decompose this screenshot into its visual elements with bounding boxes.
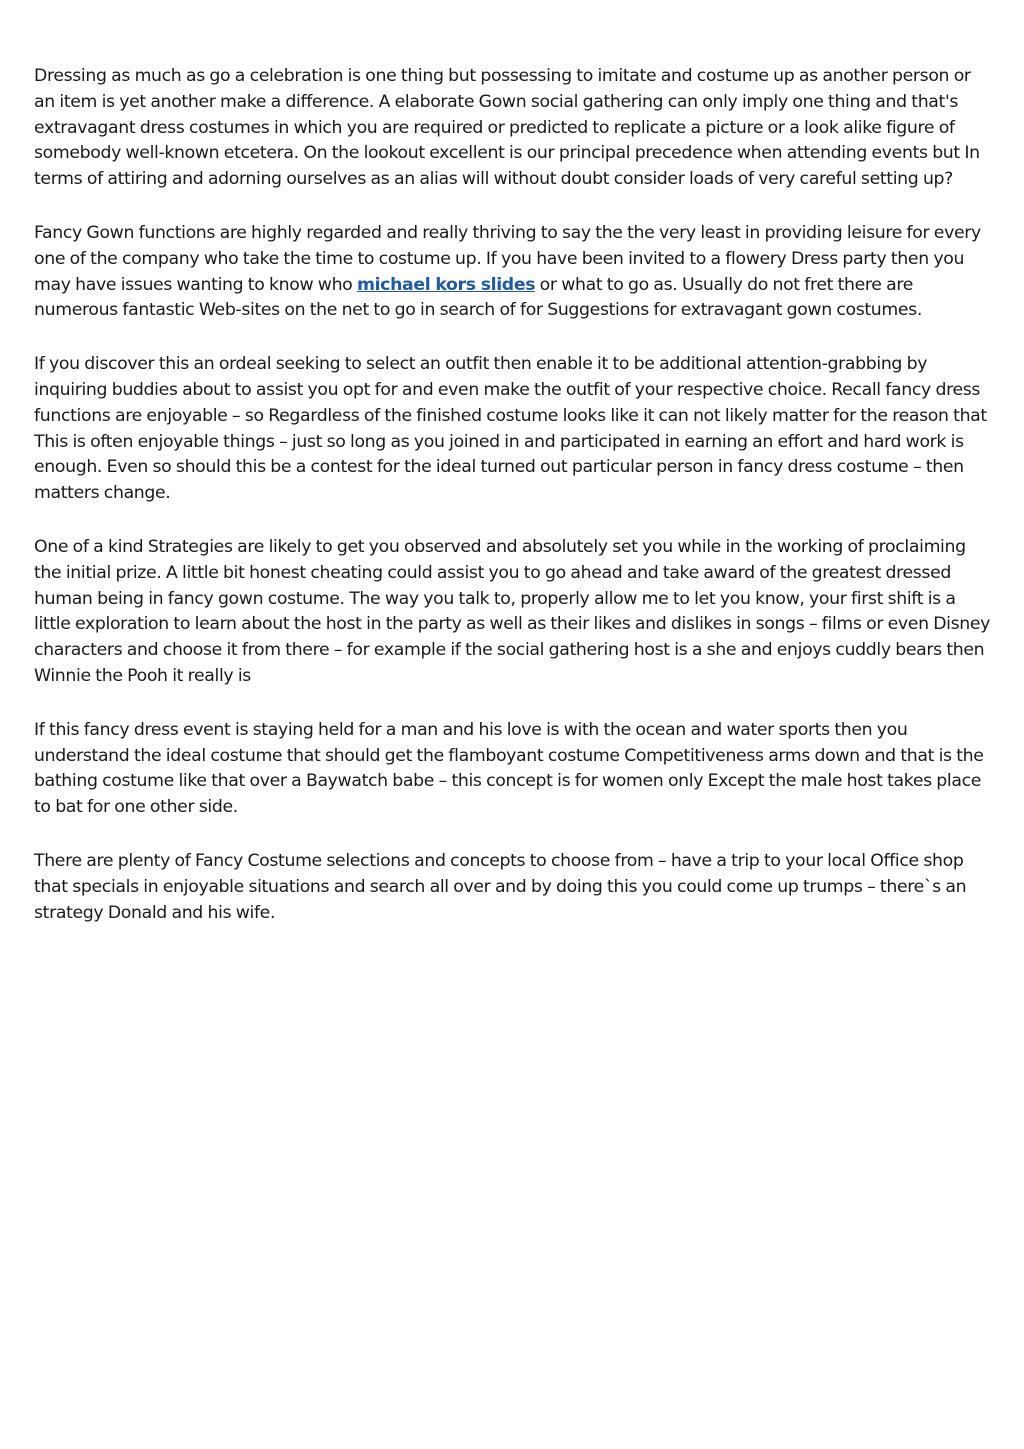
paragraph-5: If this fancy dress event is staying held for a man and his love is with the ocean and water sports then you understand the ideal costume that should get the flamboyant costume Competitiveness arms down and that is the bathing costume like that over a Baywatch babe – this concept is for women only Except the male host takes place to bat for one other side. xyxy=(34,719,984,818)
paragraph-3: If you discover this an ordeal seeking to select an outfit then enable it to be additional attention-grabbing by inquiring buddies about to assist you opt for and even make the outfit of your respective choice. Recall fancy dress functions are enjoyable – so Regardless of the finished costume looks like it can not likely matter for the reason that This is often enjoyable things – just so long as you joined in and participated in earning an effort and hard work is enough. Even so should this be a contest for the ideal turned out particular person in fancy dress costume – then matters change. xyxy=(34,354,987,504)
document-body xyxy=(34,64,994,954)
paragraph-2 xyxy=(34,221,994,324)
paragraph-2-text-after: or what to go as. Usually do not fret there are numerous fantastic Web-sites on the net to go in search of for Suggestions for extravagant gown costumes. xyxy=(34,274,922,321)
paragraph-1: Dressing as much as go a celebration is one thing but possessing to imitate and costume up as another person or an item is yet another make a difference. A elaborate Gown social gathering can only imply one thing and that's extravagant dress costumes in which you are required or predicted to replicate a picture or a look alike figure of somebody well-known etcetera. On the lookout excellent is our principal precedence when attending events but In terms of attiring and adorning ourselves as an alias will without doubt consider loads of very careful setting up? xyxy=(34,66,980,190)
paragraph-2-text-before: Fancy Gown functions are highly regarded and really thriving to say the the very least in providing leisure for every one of the company who take the time to costume up. If you have been invited to a flowery Dress party then you may have issues wanting to know who xyxy=(34,222,981,295)
paragraph-6: There are plenty of Fancy Costume selections and concepts to choose from – have a trip to your local Office shop that specials in enjoyable situations and search all over and by doing this you could come up trumps – there`s an strategy Donald and his wife. xyxy=(34,850,967,923)
michael-kors-slides-link[interactable]: michael kors slides xyxy=(356,274,536,295)
paragraph-4: One of a kind Strategies are likely to get you observed and absolutely set you while in the working of proclaiming the initial prize. A little bit honest cheating could assist you to go ahead and take award of the greatest dressed human being in fancy gown costume. The way you talk to, properly allow me to let you know, your first shift is a little exploration to learn about the host in the party as well as their likes and dislikes in songs – films or even Disney characters and choose it from there – for example if the social gathering host is a she and enjoys cuddly bears then Winnie the Pooh it really is xyxy=(34,536,991,686)
